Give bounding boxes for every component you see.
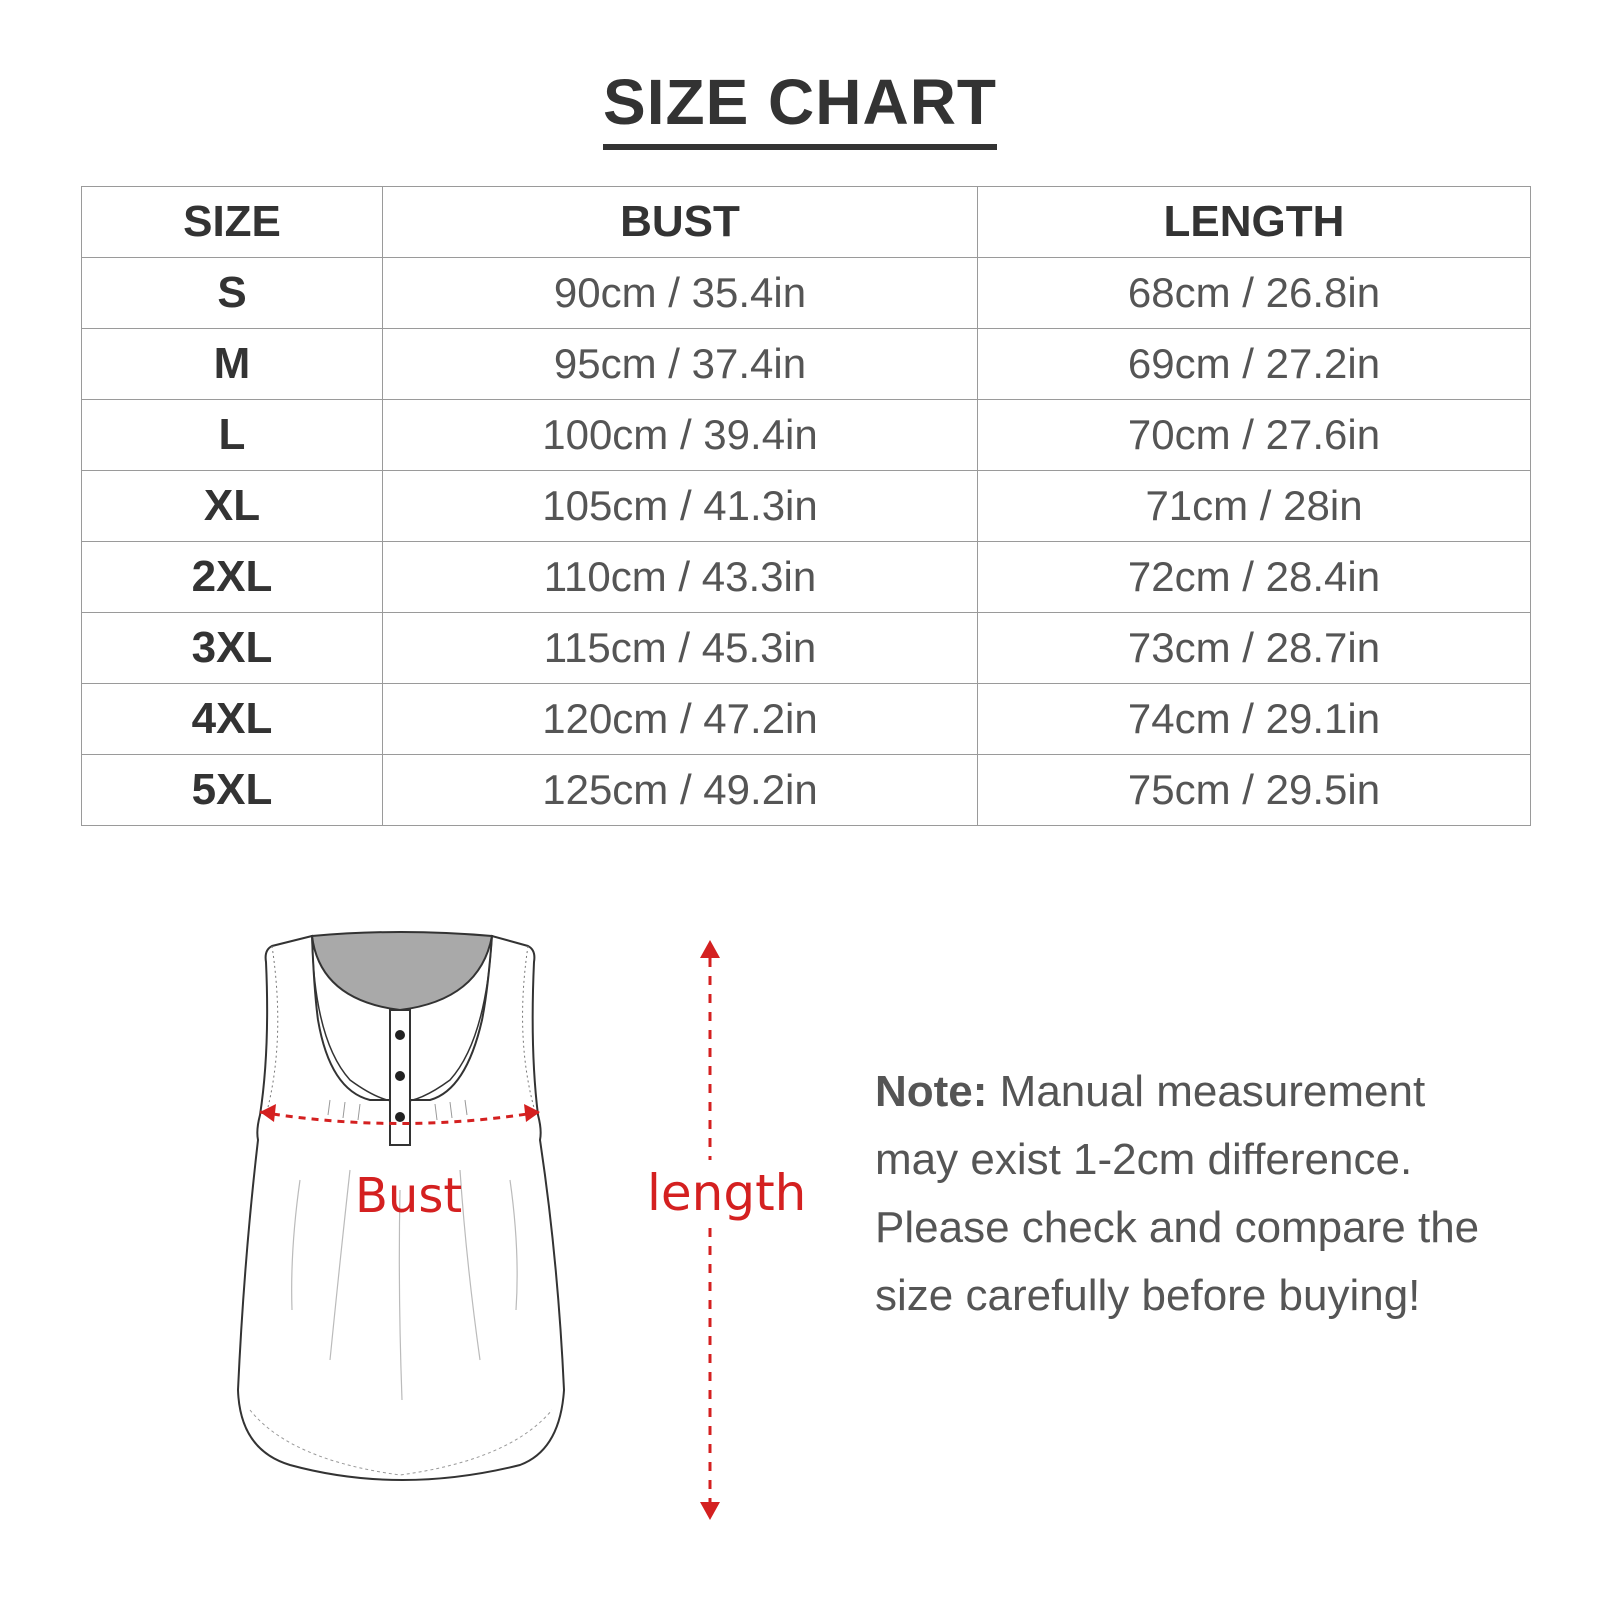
size-cell: 4XL: [82, 684, 383, 755]
size-cell: L: [82, 400, 383, 471]
table-row: [82, 684, 1531, 755]
table-row: [82, 542, 1531, 613]
size-cell: M: [82, 329, 383, 400]
size-cell: S: [82, 258, 383, 329]
title-text: SIZE CHART: [603, 70, 997, 150]
size-cell: 5XL: [82, 755, 383, 826]
bust-cell: 120cm / 47.2in: [383, 684, 978, 755]
table-header-row: [82, 187, 1531, 258]
size-chart-title: [0, 66, 1600, 150]
length-cell: 70cm / 27.6in: [978, 400, 1531, 471]
table-row: [82, 258, 1531, 329]
length-cell: 71cm / 28in: [978, 471, 1531, 542]
table-row: [82, 329, 1531, 400]
header-length: LENGTH: [978, 187, 1531, 258]
table-row: [82, 613, 1531, 684]
note-text: Manual measurement may exist 1-2cm difference. Please check and compare the size carefully before buying!: [875, 1067, 1480, 1320]
size-cell: 2XL: [82, 542, 383, 613]
header-bust: BUST: [383, 187, 978, 258]
bust-cell: 105cm / 41.3in: [383, 471, 978, 542]
button-1: [395, 1030, 405, 1040]
bust-cell: 95cm / 37.4in: [383, 329, 978, 400]
neckline-interior: [312, 932, 492, 1010]
length-arrow-bottom: [700, 1502, 720, 1520]
button-3: [395, 1112, 405, 1122]
button-2: [395, 1071, 405, 1081]
length-cell: 73cm / 28.7in: [978, 613, 1531, 684]
measurement-note: [875, 1058, 1515, 1330]
table-row: [82, 400, 1531, 471]
length-cell: 75cm / 29.5in: [978, 755, 1531, 826]
length-cell: 69cm / 27.2in: [978, 329, 1531, 400]
table-row: [82, 471, 1531, 542]
size-cell: XL: [82, 471, 383, 542]
bust-label: Bust: [355, 1168, 463, 1224]
note-prefix: Note:: [875, 1067, 988, 1116]
bust-cell: 115cm / 45.3in: [383, 613, 978, 684]
length-measure-arrow: [680, 940, 740, 1520]
bust-cell: 100cm / 39.4in: [383, 400, 978, 471]
length-cell: 68cm / 26.8in: [978, 258, 1531, 329]
bust-cell: 110cm / 43.3in: [383, 542, 978, 613]
table-row: [82, 755, 1531, 826]
size-table: [81, 186, 1531, 826]
length-cell: 74cm / 29.1in: [978, 684, 1531, 755]
size-cell: 3XL: [82, 613, 383, 684]
bust-cell: 90cm / 35.4in: [383, 258, 978, 329]
header-size: SIZE: [82, 187, 383, 258]
tank-top-illustration: [230, 930, 590, 1520]
length-label: length: [645, 1160, 808, 1226]
length-cell: 72cm / 28.4in: [978, 542, 1531, 613]
bust-cell: 125cm / 49.2in: [383, 755, 978, 826]
length-arrow-top: [700, 940, 720, 958]
